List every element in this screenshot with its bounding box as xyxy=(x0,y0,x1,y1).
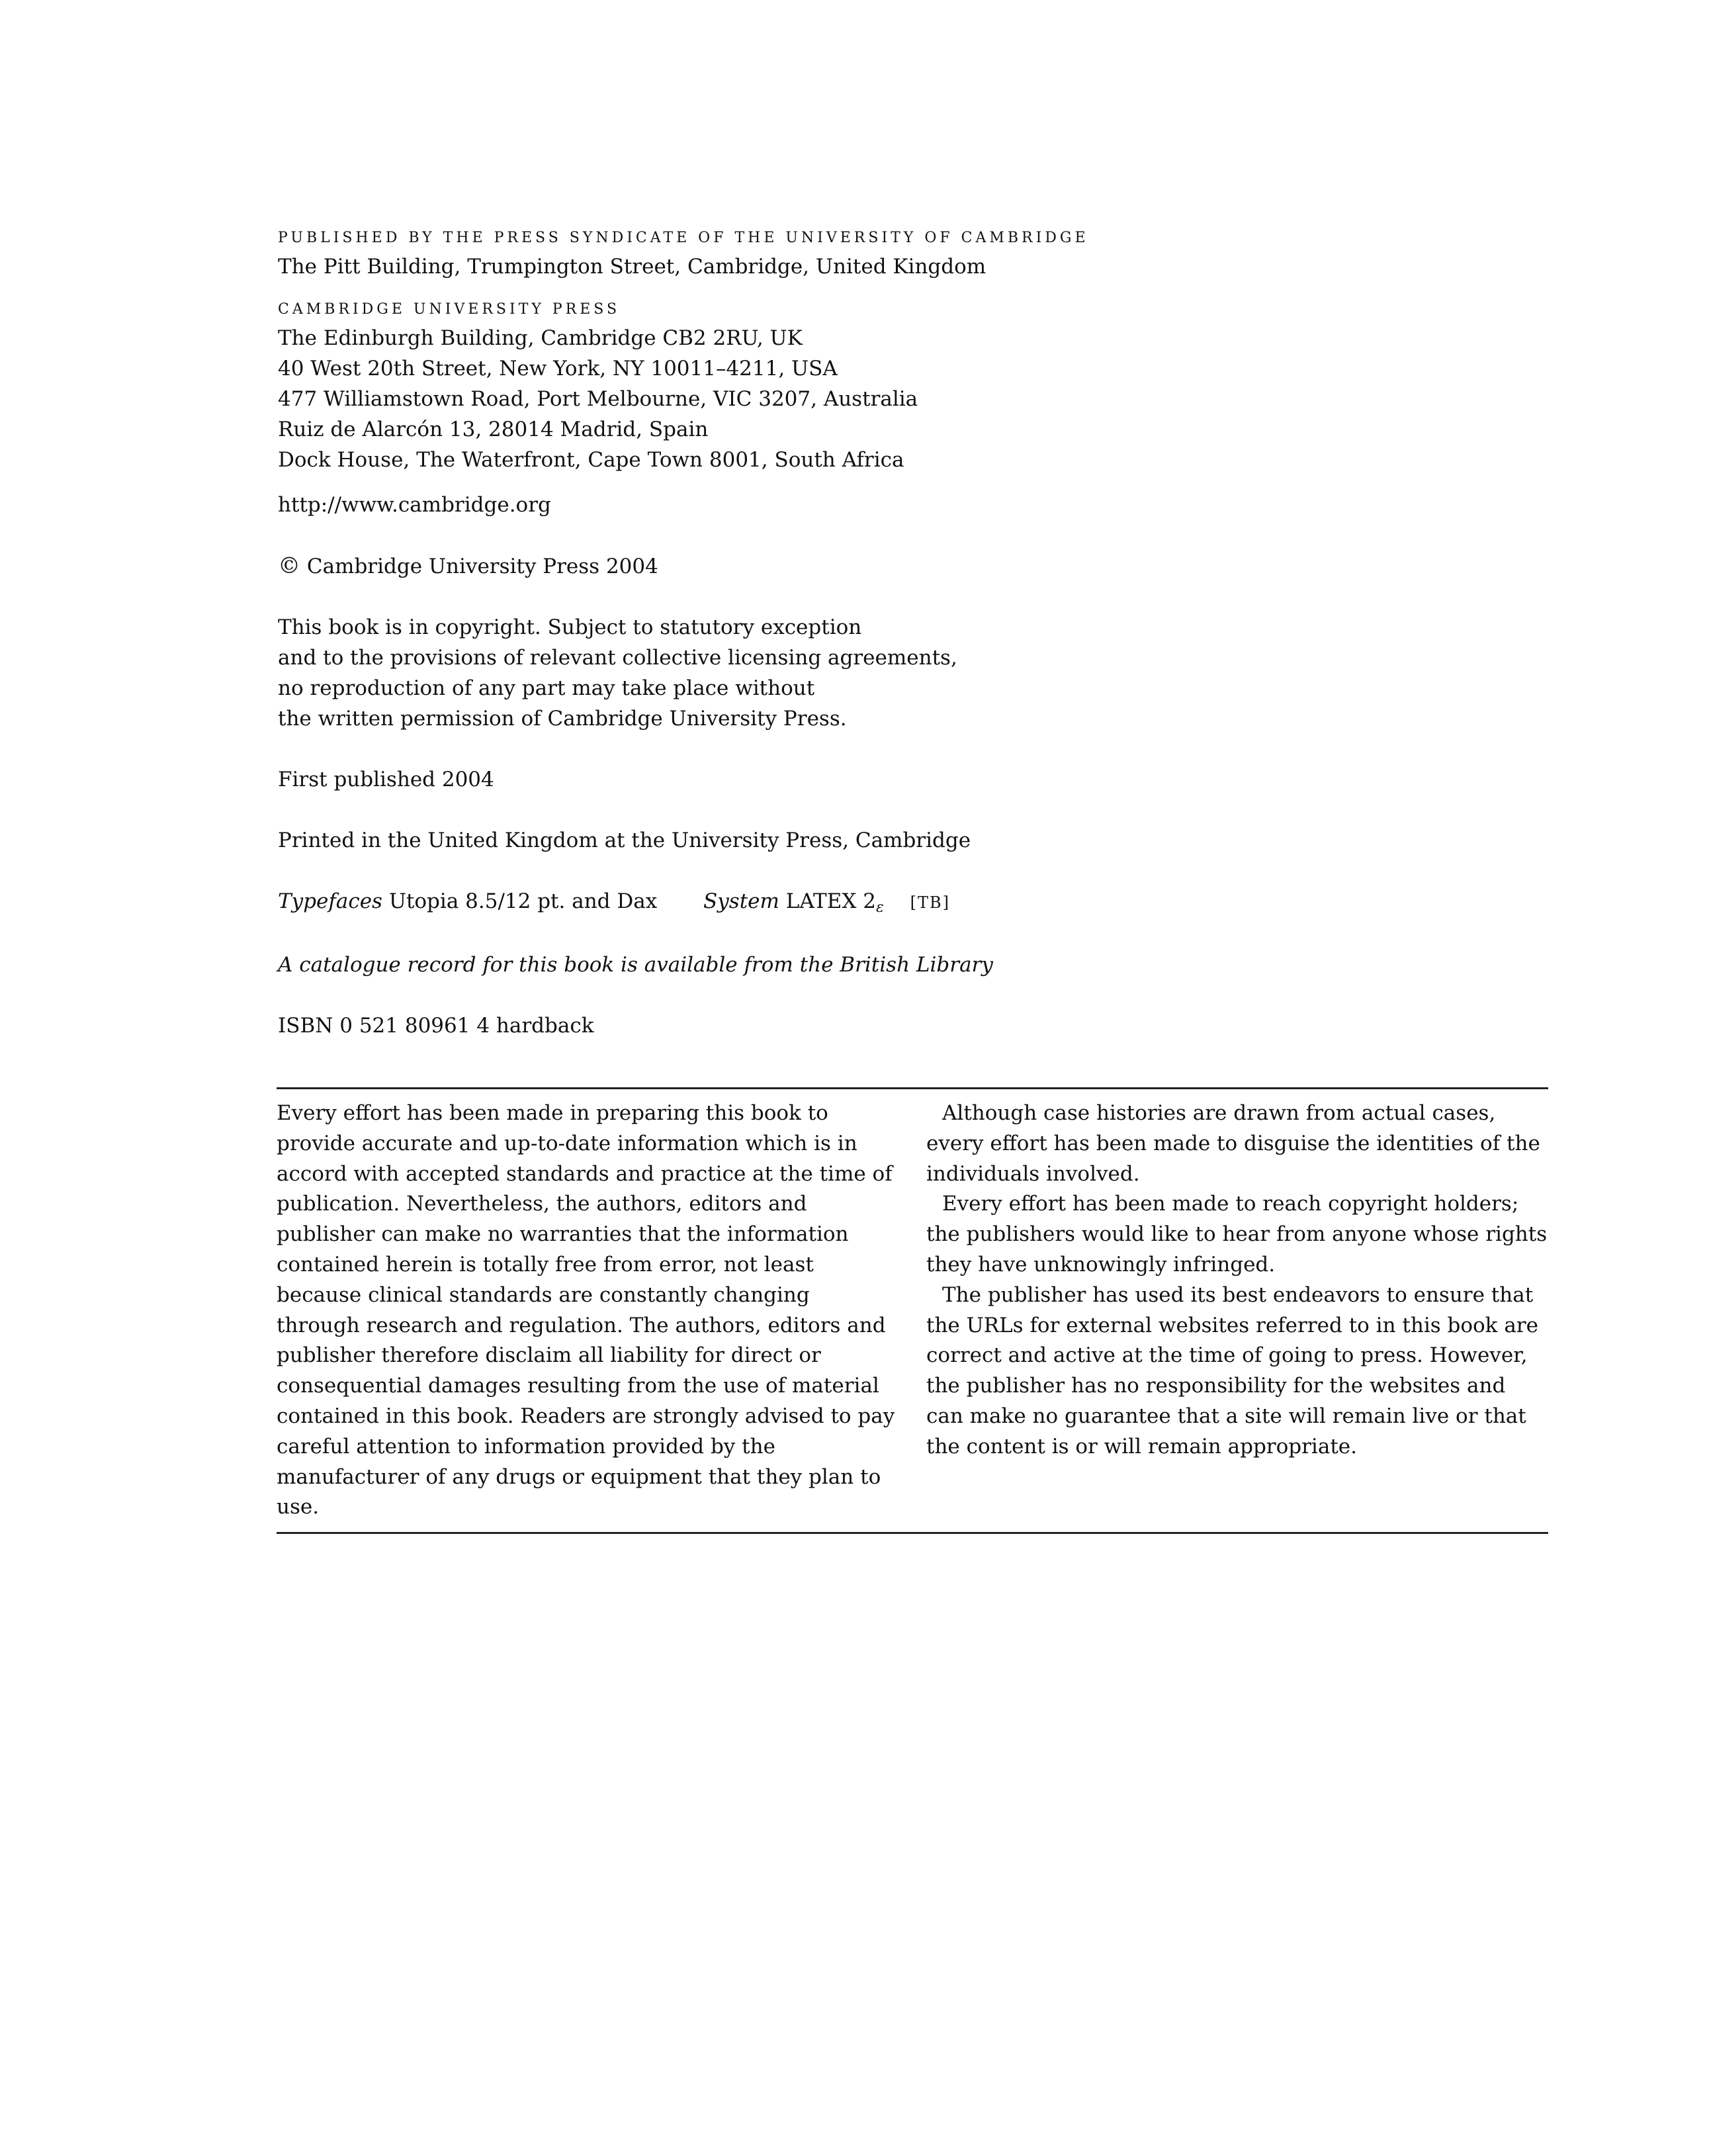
copyright-notice-line: no reproduction of any part may take place without xyxy=(278,676,815,700)
address-line: 477 Williamstown Road, Port Melbourne, VIC 3207, Australia xyxy=(278,387,918,411)
address-line: Ruiz de Alarcón 13, 28014 Madrid, Spain xyxy=(278,418,709,441)
disclaimer-copyright-holders: Every effort has been made to reach copyright holders; the publishers would like to hear from anyone whose rights they have unknowingly infringed. xyxy=(926,1192,1548,1277)
system-value: LATEX 2 xyxy=(785,889,876,913)
first-published: First published 2004 xyxy=(278,768,494,791)
isbn: ISBN 0 521 80961 4 hardback xyxy=(278,1014,594,1038)
disclaimer-urls: The publisher has used its best endeavors to ensure that the URLs for external websites referred to in this book are correct and active at the time of going to press. However, the publisher has no responsibility for the websites and can make no guarantee that a site will remain live or that the content is or will remain appropriate. xyxy=(926,1282,1538,1459)
syndicate-address: The Pitt Building, Trumpington Street, Cambridge, United Kingdom xyxy=(278,255,986,279)
disclaimer-right-column xyxy=(926,1099,1548,1523)
printed-statement: Printed in the United Kingdom at the University Press, Cambridge xyxy=(278,829,971,852)
disclaimer-left-column xyxy=(277,1099,898,1523)
syndicate-heading: PUBLISHED BY THE PRESS SYNDICATE OF THE UNIVERSITY OF CAMBRIDGE xyxy=(278,230,1089,246)
copyright-line xyxy=(278,551,1548,582)
copyright-notice-line: This book is in copyright. Subject to statutory exception xyxy=(278,615,862,639)
system-tag: [TB] xyxy=(910,893,951,912)
typefaces-line xyxy=(278,886,1548,919)
press-heading: CAMBRIDGE UNIVERSITY PRESS xyxy=(278,301,621,318)
system-label: System xyxy=(703,889,779,913)
address-line: 40 West 20th Street, New York, NY 10011–4211, USA xyxy=(278,357,838,381)
system-subscript: ε xyxy=(876,899,884,916)
disclaimer-case-histories: Although case histories are drawn from actual cases, every effort has been made to disguise the identities of the individuals involved. xyxy=(926,1101,1540,1186)
catalogue-record: A catalogue record for this book is available from the British Library xyxy=(278,953,993,977)
copyright-holder: Cambridge University Press 2004 xyxy=(306,555,658,578)
address-line: Dock House, The Waterfront, Cape Town 8001, South Africa xyxy=(278,448,904,472)
copyright-notice-line: the written permission of Cambridge University Press. xyxy=(278,707,847,731)
copyright-icon: © xyxy=(278,553,300,579)
disclaimer-box xyxy=(277,1087,1548,1534)
website-link[interactable]: http://www.cambridge.org xyxy=(278,493,551,517)
disclaimer-left-text: Every effort has been made in preparing this book to provide accurate and up-to-date information which is in accord with accepted standards and practice at the time of publication. Nevertheless, the authors, editors and publisher can make no warranties that the information contained herein is totally free from error, not least because clinical standards are constantly changing through research and regulation. The authors, editors and publisher therefore disclaim all liability for direct or consequential damages resulting from the use of material contained in this book. Readers are strongly advised to pay careful attention to information provided by the manufacturer of any drugs or equipment that they plan to use. xyxy=(277,1101,895,1519)
address-line: The Edinburgh Building, Cambridge CB2 2RU, UK xyxy=(278,326,803,350)
imprint-page xyxy=(278,225,1548,1041)
typefaces-label: Typefaces xyxy=(278,889,382,913)
copyright-notice-line: and to the provisions of relevant collective licensing agreements, xyxy=(278,646,957,670)
typefaces-value: Utopia 8.5/12 pt. and Dax xyxy=(388,889,658,913)
